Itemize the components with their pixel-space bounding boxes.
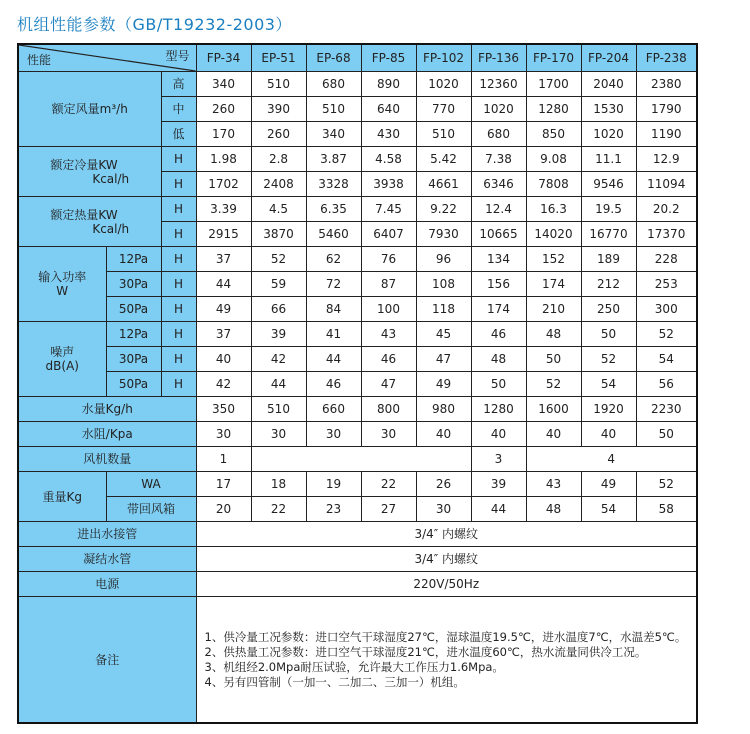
value-cell: 20.2 [636, 197, 697, 222]
value-cell: 1700 [526, 72, 581, 97]
level-cell: H [161, 272, 196, 297]
value-cell: 17370 [636, 222, 697, 247]
static-pressure: 12Pa [106, 322, 161, 347]
value-cell: 49 [416, 372, 471, 397]
remark-line: 2、供热量工况参数：进口空气干球湿度21℃，进水温度60℃，热水流量同供冷工况。 [204, 644, 647, 659]
value-cell: 44 [471, 497, 526, 522]
value-cell: 1020 [416, 72, 471, 97]
value-cell: 11.1 [581, 147, 636, 172]
value-cell: 1530 [581, 97, 636, 122]
value-cell: 2915 [196, 222, 251, 247]
model-header: FP-170 [526, 44, 581, 72]
value-cell: 152 [526, 247, 581, 272]
value-cell: 510 [251, 72, 306, 97]
level-cell: H [161, 322, 196, 347]
value-cell: 27 [361, 497, 416, 522]
value-cell: 37 [196, 322, 251, 347]
value-cell: 340 [196, 72, 251, 97]
value-cell: 640 [361, 97, 416, 122]
value-cell: 42 [196, 372, 251, 397]
model-header: FP-238 [636, 44, 697, 72]
value-cell: 2380 [636, 72, 697, 97]
heating-label [18, 197, 161, 247]
value-cell: 41 [306, 322, 361, 347]
value-cell: 174 [526, 272, 581, 297]
value-cell: 9546 [581, 172, 636, 197]
power-row [18, 272, 697, 297]
value-cell: 40 [196, 347, 251, 372]
condensate-pipe-row [18, 547, 697, 572]
model-header: FP-102 [416, 44, 471, 72]
noise-label [18, 322, 106, 397]
value-cell: 680 [471, 122, 526, 147]
value-cell: 1280 [471, 397, 526, 422]
value-cell: 850 [526, 122, 581, 147]
power-row [18, 297, 697, 322]
value-cell: 45 [416, 322, 471, 347]
remark-line: 3、机组经2.0Mpa耐压试验，允许最大工作压力1.6Mpa。 [204, 659, 504, 674]
value-cell: 4.5 [251, 197, 306, 222]
value-cell: 22 [251, 497, 306, 522]
condensate-pipe-value: 3/4″ 内螺纹 [196, 547, 697, 572]
value-cell: 770 [416, 97, 471, 122]
value-cell: 2408 [251, 172, 306, 197]
value-cell: 30 [196, 422, 251, 447]
value-cell: 6407 [361, 222, 416, 247]
power-supply-value: 220V/50Hz [196, 572, 697, 597]
value-cell: 12360 [471, 72, 526, 97]
remark-line: 4、另有四管制（一加一、二加二、三加一）机组。 [204, 674, 465, 689]
value-cell: 50 [526, 347, 581, 372]
heating-label-unit: Kcal/h [92, 221, 130, 236]
value-cell: 48 [526, 322, 581, 347]
weight-row [18, 497, 697, 522]
value-cell: 14020 [526, 222, 581, 247]
fan-count-value: 1 [196, 447, 251, 472]
value-cell: 108 [416, 272, 471, 297]
cooling-label [18, 147, 161, 197]
static-pressure: 30Pa [106, 347, 161, 372]
value-cell: 59 [251, 272, 306, 297]
value-cell: 1790 [636, 97, 697, 122]
remarks-content [196, 597, 697, 724]
value-cell: 1190 [636, 122, 697, 147]
model-header: FP-34 [196, 44, 251, 72]
value-cell: 30 [416, 497, 471, 522]
value-cell: 134 [471, 247, 526, 272]
value-cell: 39 [251, 322, 306, 347]
value-cell: 3328 [306, 172, 361, 197]
fan-count-value [251, 447, 471, 472]
model-header: FP-85 [361, 44, 416, 72]
value-cell: 56 [636, 372, 697, 397]
fan-count-value: 3 [471, 447, 526, 472]
value-cell: 16770 [581, 222, 636, 247]
level-cell: H [161, 197, 196, 222]
value-cell: 54 [581, 372, 636, 397]
value-cell: 118 [416, 297, 471, 322]
value-cell: 1920 [581, 397, 636, 422]
value-cell: 1.98 [196, 147, 251, 172]
value-cell: 54 [636, 347, 697, 372]
heating-label-text: 额定热量KW [50, 207, 118, 222]
fan-count-row [18, 447, 697, 472]
value-cell: 228 [636, 247, 697, 272]
heating-row [18, 197, 697, 222]
fan-count-value: 4 [526, 447, 697, 472]
value-cell: 260 [196, 97, 251, 122]
value-cell: 44 [196, 272, 251, 297]
inlet-outlet-pipe-row [18, 522, 697, 547]
weight-row [18, 472, 697, 497]
value-cell: 40 [581, 422, 636, 447]
value-cell: 40 [416, 422, 471, 447]
cooling-row [18, 147, 697, 172]
noise-row [18, 347, 697, 372]
value-cell: 6346 [471, 172, 526, 197]
value-cell: 46 [361, 347, 416, 372]
level-cell: H [161, 147, 196, 172]
value-cell: 510 [251, 397, 306, 422]
level-cell: H [161, 347, 196, 372]
value-cell: 4.58 [361, 147, 416, 172]
weight-type: 带回风箱 [106, 497, 196, 522]
value-cell: 96 [416, 247, 471, 272]
power-supply-row [18, 572, 697, 597]
value-cell: 19 [306, 472, 361, 497]
value-cell: 7.38 [471, 147, 526, 172]
value-cell: 50 [581, 322, 636, 347]
condensate-pipe-label: 凝结水管 [18, 547, 196, 572]
value-cell: 54 [581, 497, 636, 522]
value-cell: 84 [306, 297, 361, 322]
value-cell: 49 [581, 472, 636, 497]
speed-level: 中 [161, 97, 196, 122]
value-cell: 510 [416, 122, 471, 147]
value-cell: 510 [306, 97, 361, 122]
value-cell: 1702 [196, 172, 251, 197]
value-cell: 46 [471, 322, 526, 347]
remarks-row [18, 597, 697, 724]
level-cell: H [161, 172, 196, 197]
noise-row [18, 372, 697, 397]
value-cell: 800 [361, 397, 416, 422]
value-cell: 52 [636, 322, 697, 347]
cooling-label-text: 额定冷量KW [50, 157, 118, 172]
value-cell: 7.45 [361, 197, 416, 222]
model-header: EP-68 [306, 44, 361, 72]
value-cell: 52 [636, 472, 697, 497]
value-cell: 1020 [471, 97, 526, 122]
value-cell: 170 [196, 122, 251, 147]
value-cell: 66 [251, 297, 306, 322]
value-cell: 3938 [361, 172, 416, 197]
value-cell: 48 [526, 497, 581, 522]
noise-label-unit: dB(A) [45, 359, 79, 373]
value-cell: 253 [636, 272, 697, 297]
value-cell: 212 [581, 272, 636, 297]
value-cell: 62 [306, 247, 361, 272]
water-resistance-row [18, 422, 697, 447]
power-supply-label: 电源 [18, 572, 196, 597]
value-cell: 3.87 [306, 147, 361, 172]
speed-level: 低 [161, 122, 196, 147]
value-cell: 9.08 [526, 147, 581, 172]
value-cell: 7930 [416, 222, 471, 247]
value-cell: 1600 [526, 397, 581, 422]
static-pressure: 30Pa [106, 272, 161, 297]
header-row [18, 44, 697, 72]
value-cell: 2040 [581, 72, 636, 97]
value-cell: 11094 [636, 172, 697, 197]
value-cell: 52 [526, 372, 581, 397]
value-cell: 30 [251, 422, 306, 447]
value-cell: 2230 [636, 397, 697, 422]
value-cell: 43 [526, 472, 581, 497]
value-cell: 47 [416, 347, 471, 372]
value-cell: 16.3 [526, 197, 581, 222]
header-diagonal-cell [18, 44, 196, 72]
value-cell: 39 [471, 472, 526, 497]
value-cell: 350 [196, 397, 251, 422]
fan-count-label: 风机数量 [18, 447, 196, 472]
value-cell: 430 [361, 122, 416, 147]
value-cell: 390 [251, 97, 306, 122]
value-cell: 5.42 [416, 147, 471, 172]
remarks-label: 备注 [18, 597, 196, 724]
remark-line: 1、供冷量工况参数：进口空气干球湿度27℃，湿球温度19.5℃，进水温度7℃，水温差5℃。 [204, 629, 687, 644]
model-header: EP-51 [251, 44, 306, 72]
value-cell: 26 [416, 472, 471, 497]
water-flow-row [18, 397, 697, 422]
value-cell: 87 [361, 272, 416, 297]
value-cell: 189 [581, 247, 636, 272]
airflow-label: 额定风量m³/h [18, 72, 161, 147]
value-cell: 260 [251, 122, 306, 147]
value-cell: 40 [471, 422, 526, 447]
value-cell: 52 [251, 247, 306, 272]
value-cell: 49 [196, 297, 251, 322]
value-cell: 4661 [416, 172, 471, 197]
value-cell: 156 [471, 272, 526, 297]
value-cell: 300 [636, 297, 697, 322]
value-cell: 37 [196, 247, 251, 272]
value-cell: 1020 [581, 122, 636, 147]
value-cell: 19.5 [581, 197, 636, 222]
power-label-unit: W [56, 284, 69, 298]
value-cell: 46 [306, 372, 361, 397]
value-cell: 22 [361, 472, 416, 497]
value-cell: 174 [471, 297, 526, 322]
value-cell: 680 [306, 72, 361, 97]
value-cell: 40 [526, 422, 581, 447]
value-cell: 50 [636, 422, 697, 447]
value-cell: 12.4 [471, 197, 526, 222]
value-cell: 52 [581, 347, 636, 372]
model-header: FP-136 [471, 44, 526, 72]
value-cell: 9.22 [416, 197, 471, 222]
airflow-row [18, 72, 697, 97]
value-cell: 20 [196, 497, 251, 522]
value-cell: 47 [361, 372, 416, 397]
noise-label-text: 噪声 [50, 345, 75, 359]
static-pressure: 12Pa [106, 247, 161, 272]
static-pressure: 50Pa [106, 372, 161, 397]
water-resistance-label: 水阻/Kpa [18, 422, 196, 447]
value-cell: 12.9 [636, 147, 697, 172]
value-cell: 17 [196, 472, 251, 497]
weight-label: 重量Kg [18, 472, 106, 522]
value-cell: 210 [526, 297, 581, 322]
value-cell: 1280 [526, 97, 581, 122]
value-cell: 3.39 [196, 197, 251, 222]
value-cell: 340 [306, 122, 361, 147]
inlet-outlet-pipe-label: 进出水接管 [18, 522, 196, 547]
value-cell: 30 [306, 422, 361, 447]
column-header-label: 型号 [165, 49, 190, 63]
level-cell: H [161, 372, 196, 397]
value-cell: 660 [306, 397, 361, 422]
value-cell: 44 [306, 347, 361, 372]
power-row [18, 247, 697, 272]
value-cell: 44 [251, 372, 306, 397]
power-label-text: 输入功率 [38, 270, 87, 284]
level-cell: H [161, 247, 196, 272]
value-cell: 48 [471, 347, 526, 372]
value-cell: 3870 [251, 222, 306, 247]
model-header: FP-204 [581, 44, 636, 72]
value-cell: 76 [361, 247, 416, 272]
static-pressure: 50Pa [106, 297, 161, 322]
value-cell: 43 [361, 322, 416, 347]
power-label [18, 247, 106, 322]
value-cell: 7808 [526, 172, 581, 197]
value-cell: 72 [306, 272, 361, 297]
value-cell: 10665 [471, 222, 526, 247]
level-cell: H [161, 297, 196, 322]
value-cell: 5460 [306, 222, 361, 247]
noise-row [18, 322, 697, 347]
value-cell: 6.35 [306, 197, 361, 222]
level-cell: H [161, 222, 196, 247]
speed-level: 高 [161, 72, 196, 97]
value-cell: 42 [251, 347, 306, 372]
water-flow-label: 水量Kg/h [18, 397, 196, 422]
inlet-outlet-pipe-value: 3/4″ 内螺纹 [196, 522, 697, 547]
value-cell: 100 [361, 297, 416, 322]
row-header-label: 性能 [27, 53, 52, 67]
performance-spec-table [17, 43, 698, 724]
value-cell: 58 [636, 497, 697, 522]
cooling-label-unit: Kcal/h [92, 171, 130, 186]
value-cell: 50 [471, 372, 526, 397]
value-cell: 2.8 [251, 147, 306, 172]
weight-type: WA [106, 472, 196, 497]
value-cell: 980 [416, 397, 471, 422]
value-cell: 890 [361, 72, 416, 97]
value-cell: 250 [581, 297, 636, 322]
value-cell: 18 [251, 472, 306, 497]
page-title: 机组性能参数（GB/T19232-2003） [17, 15, 292, 34]
value-cell: 30 [361, 422, 416, 447]
value-cell: 23 [306, 497, 361, 522]
